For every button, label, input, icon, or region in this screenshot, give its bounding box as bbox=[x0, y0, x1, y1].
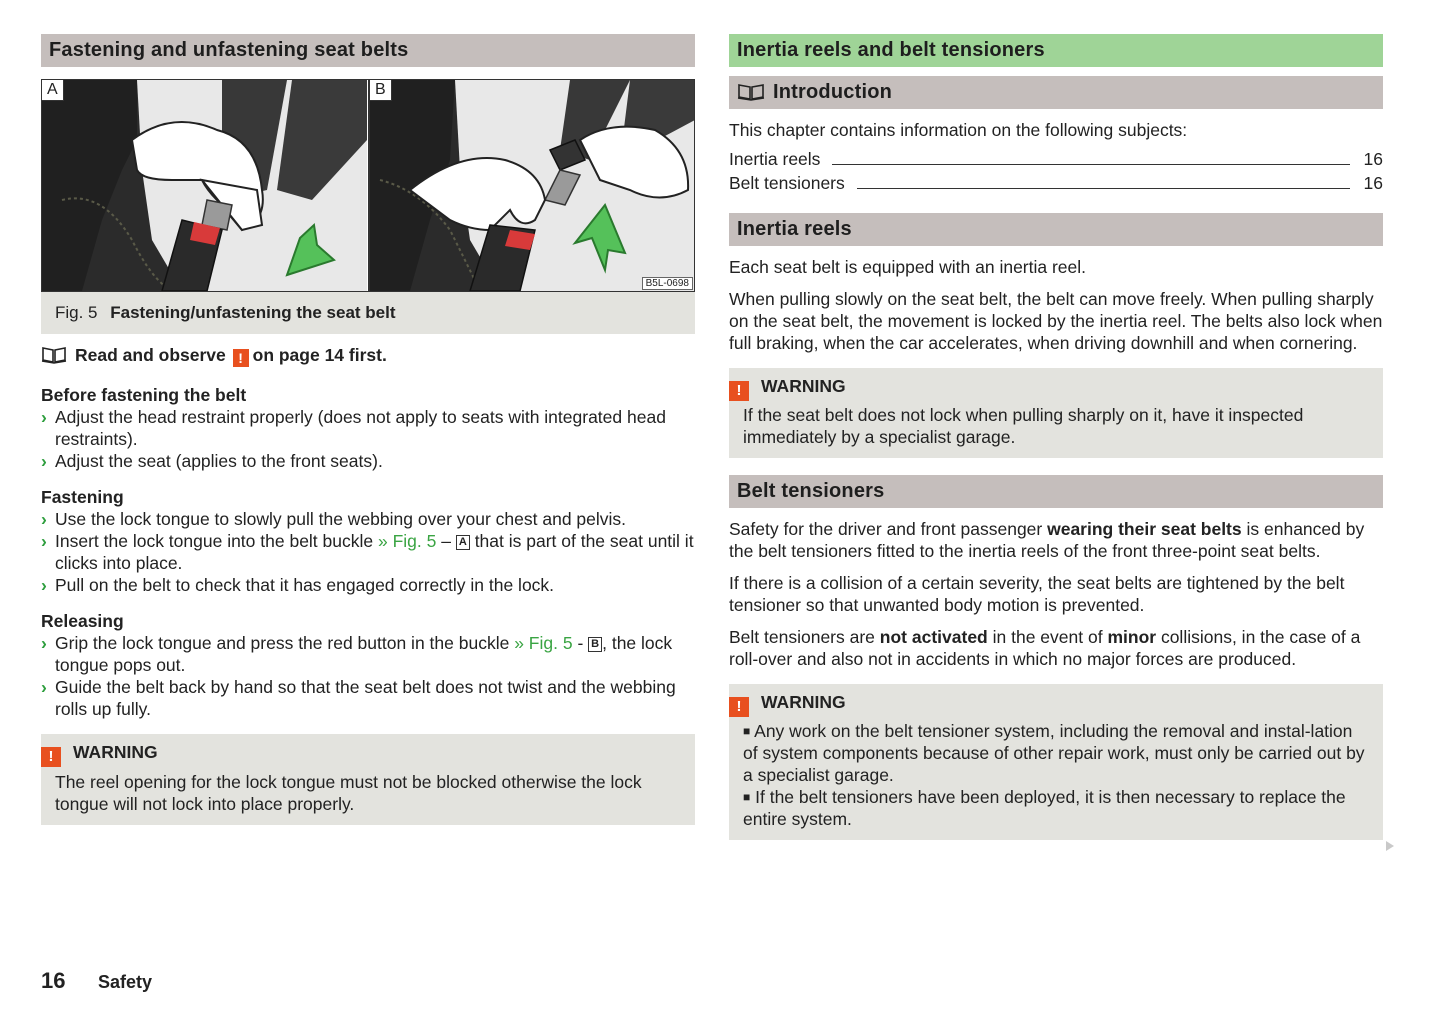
page-footer bbox=[41, 968, 152, 994]
chevron-right-icon: › bbox=[41, 451, 47, 471]
read-observe-suffix: on page 14 first. bbox=[252, 345, 387, 365]
left-column bbox=[41, 34, 695, 825]
heading-releasing: Releasing bbox=[41, 611, 124, 631]
text-bold: not activated bbox=[879, 627, 988, 647]
chapter-title: Inertia reels and belt tensioners bbox=[729, 34, 1383, 67]
warning-box bbox=[729, 368, 1383, 458]
figure-caption-text: Fastening/unfastening the seat belt bbox=[110, 303, 396, 322]
fig-5-link[interactable]: » Fig. 5 bbox=[514, 633, 573, 653]
figure-ref-a: A bbox=[456, 535, 470, 550]
section-name: Safety bbox=[97, 972, 152, 992]
warning-icon: ! bbox=[41, 747, 61, 767]
tensioners-p1 bbox=[729, 518, 1383, 562]
list-item bbox=[41, 406, 695, 450]
book-icon bbox=[41, 346, 67, 364]
text: is enhanced by the belt tensioners fitted to the inertia reels of the front three-point seat belts. bbox=[729, 519, 1365, 561]
chevron-right-icon: › bbox=[41, 575, 47, 595]
warning-icon: ! bbox=[729, 381, 749, 401]
book-icon bbox=[737, 83, 765, 101]
toc-page: 16 bbox=[1363, 173, 1383, 193]
warning-title: WARNING bbox=[761, 692, 846, 712]
text: collisions, in the case of a roll-over and also not in accidents in which no major forces are produced. bbox=[729, 627, 1361, 669]
illustration-unfastening bbox=[370, 80, 695, 291]
list-item-text: Insert the lock tongue into the belt buckle bbox=[55, 531, 374, 551]
dash: – bbox=[441, 531, 451, 551]
toc-label: Inertia reels bbox=[729, 149, 821, 169]
list-item-text: Adjust the head restraint properly (does not apply to seats with integrated head restraints). bbox=[55, 407, 666, 449]
introduction-title: Introduction bbox=[773, 81, 893, 103]
warning-box bbox=[729, 684, 1383, 840]
figure-letter-a: A bbox=[42, 80, 64, 101]
toc-label: Belt tensioners bbox=[729, 173, 845, 193]
figure-code: B5L-0698 bbox=[642, 277, 693, 290]
section-title-introduction bbox=[729, 76, 1383, 109]
warning-box bbox=[41, 734, 695, 825]
read-observe-prefix: Read and observe bbox=[75, 345, 226, 365]
figure-panel-b bbox=[370, 80, 695, 291]
list-item-text: Guide the belt back by hand so that the seat belt does not twist and the webbing rolls up fully. bbox=[55, 677, 676, 719]
list-item bbox=[41, 574, 695, 596]
list-item-text: that is part of the seat until it clicks into place. bbox=[55, 531, 694, 573]
chevron-right-icon: › bbox=[41, 407, 47, 427]
dash: - bbox=[577, 633, 584, 653]
page-number: 16 bbox=[41, 968, 66, 993]
text: Safety for the driver and front passenger bbox=[729, 519, 1043, 539]
warning-list-item bbox=[743, 786, 1369, 830]
warning-title: WARNING bbox=[73, 742, 158, 762]
section-title-belt-tensioners: Belt tensioners bbox=[729, 475, 1383, 508]
warning-title: WARNING bbox=[761, 376, 846, 396]
warning-icon: ! bbox=[729, 697, 749, 717]
warning-text: The reel opening for the lock tongue must not be blocked otherwise the lock tongue will not lock into place properly. bbox=[55, 772, 642, 814]
chevron-right-icon: › bbox=[41, 677, 47, 697]
table-of-contents bbox=[729, 147, 1383, 195]
list-item bbox=[41, 508, 695, 530]
section-title-inertia-reels: Inertia reels bbox=[729, 213, 1383, 246]
figure-panel-a bbox=[42, 80, 367, 291]
bullet-icon: ■ bbox=[743, 724, 751, 738]
list-item bbox=[41, 450, 695, 472]
inertia-p2: When pulling slowly on the seat belt, the belt can move freely. When pulling sharply on the seat belt, the movement is locked by the inertia reel. The belts also lock when full braking, when the car accelerates, when driving downhill and when cornering. bbox=[729, 289, 1383, 353]
section-title-fastening: Fastening and unfastening seat belts bbox=[41, 34, 695, 67]
warning-text: If the seat belt does not lock when pulling sharply on it, have it inspected immediately by a specialist garage. bbox=[743, 405, 1304, 447]
right-column bbox=[729, 34, 1383, 840]
warning-list-text: If the belt tensioners have been deployed, it is then necessary to replace the entire system. bbox=[743, 787, 1346, 829]
list-item bbox=[41, 676, 695, 720]
heading-before-fastening: Before fastening the belt bbox=[41, 385, 247, 405]
figure-letter-b: B bbox=[370, 80, 392, 101]
warning-title-row bbox=[729, 690, 1369, 717]
toc-leader bbox=[832, 164, 1349, 165]
inertia-p1: Each seat belt is equipped with an inertia reel. bbox=[729, 257, 1087, 277]
text: in the event of bbox=[992, 627, 1103, 647]
list-item-text: , the lock tongue pops out. bbox=[55, 633, 673, 675]
warning-icon: ! bbox=[233, 349, 249, 367]
warning-title-row bbox=[729, 374, 1369, 401]
chevron-right-icon: › bbox=[41, 531, 47, 551]
warning-title-row bbox=[41, 740, 681, 767]
figure-caption bbox=[41, 292, 695, 334]
next-page-arrow-icon[interactable] bbox=[1386, 841, 1394, 851]
text-bold: wearing their seat belts bbox=[1047, 519, 1242, 539]
figure-5 bbox=[41, 79, 695, 292]
figure-caption-number: Fig. 5 bbox=[55, 303, 98, 322]
list-item-text: Use the lock tongue to slowly pull the webbing over your chest and pelvis. bbox=[55, 509, 627, 529]
list-item-text: Grip the lock tongue and press the red button in the buckle bbox=[55, 633, 510, 653]
toc-page: 16 bbox=[1363, 149, 1383, 169]
illustration-fastening bbox=[42, 80, 367, 291]
chevron-right-icon: › bbox=[41, 509, 47, 529]
text-bold: minor bbox=[1107, 627, 1157, 647]
read-observe-note bbox=[41, 344, 695, 367]
bullet-icon: ■ bbox=[743, 790, 751, 804]
list-item bbox=[41, 632, 695, 676]
list-item-text: Adjust the seat (applies to the front seats). bbox=[55, 451, 383, 471]
warning-list-text: Any work on the belt tensioner system, including the removal and instal-lation of system components because of other repair work, must only be carried out by a specialist garage. bbox=[743, 721, 1365, 785]
tensioners-p3 bbox=[729, 626, 1383, 670]
heading-fastening: Fastening bbox=[41, 487, 124, 507]
tensioners-p2: If there is a collision of a certain severity, the seat belts are tightened by the belt tensioner so that unwanted body motion is prevented. bbox=[729, 573, 1345, 615]
warning-list-item bbox=[743, 720, 1369, 786]
fig-5-link[interactable]: » Fig. 5 bbox=[378, 531, 437, 551]
toc-leader bbox=[857, 188, 1350, 189]
figure-ref-b: B bbox=[588, 637, 602, 652]
toc-row[interactable] bbox=[729, 147, 1383, 171]
list-item bbox=[41, 530, 695, 574]
list-item-text: Pull on the belt to check that it has engaged correctly in the lock. bbox=[55, 575, 555, 595]
toc-row[interactable] bbox=[729, 171, 1383, 195]
text: Belt tensioners are bbox=[729, 627, 875, 647]
intro-text: This chapter contains information on the following subjects: bbox=[729, 120, 1188, 140]
chevron-right-icon: › bbox=[41, 633, 47, 653]
